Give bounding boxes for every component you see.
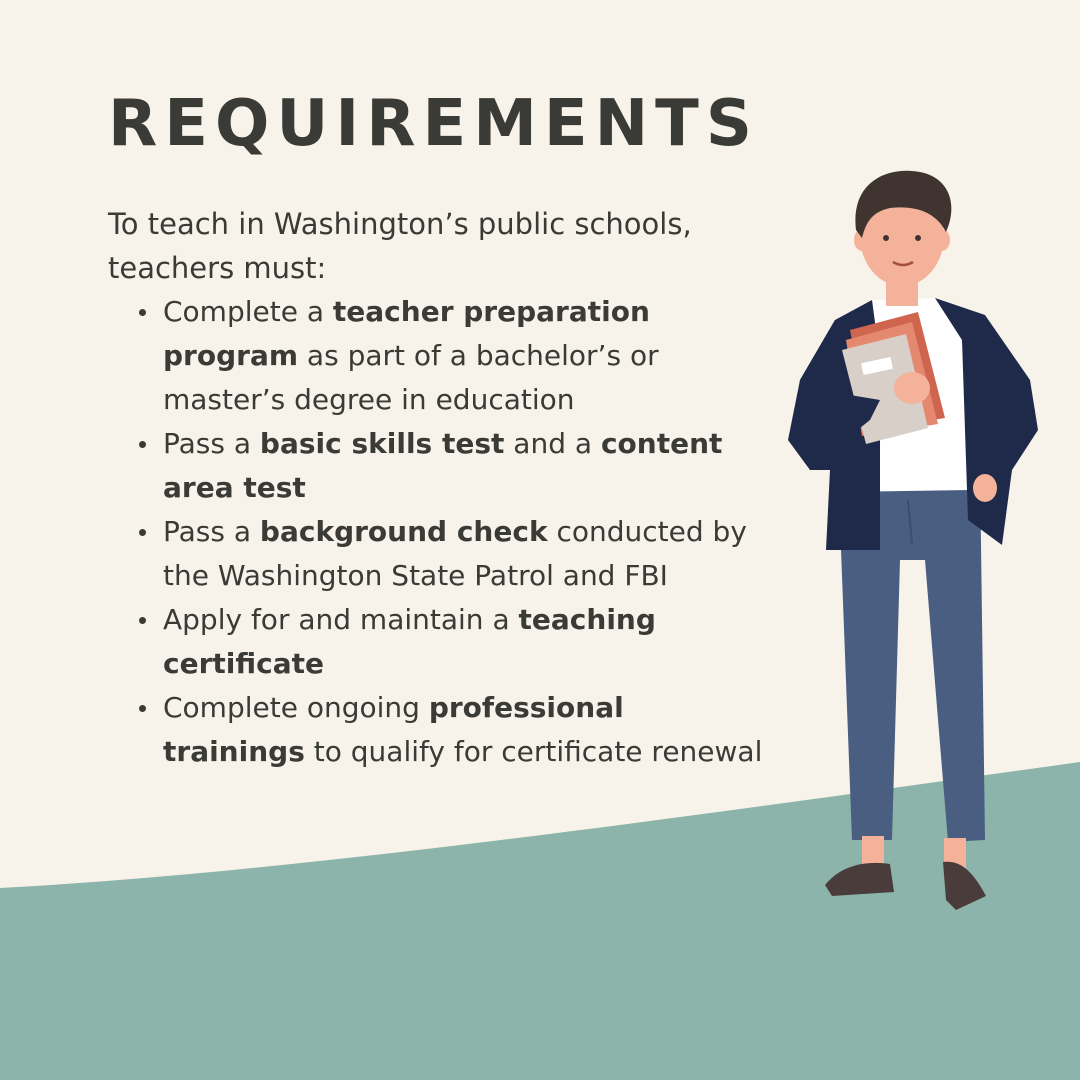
requirement-text: Pass a xyxy=(163,427,260,460)
requirements-list xyxy=(163,290,763,774)
requirement-text: Complete a xyxy=(163,295,333,328)
right-eye xyxy=(915,235,921,241)
requirement-emphasis: teacher preparation program xyxy=(163,295,650,372)
requirement-emphasis: professional trainings xyxy=(163,691,624,768)
left-shoe xyxy=(825,863,894,896)
requirement-item xyxy=(163,686,763,774)
requirement-item xyxy=(163,290,763,422)
requirement-text: Apply for and maintain a xyxy=(163,603,519,636)
requirement-emphasis: background check xyxy=(259,515,548,548)
requirement-item xyxy=(163,422,763,510)
requirement-text: and a xyxy=(504,427,601,460)
left-hand xyxy=(894,372,930,404)
requirement-text: Pass a xyxy=(163,515,260,548)
requirement-text: as part of a bachelor’s or master’s degree in education xyxy=(163,339,659,416)
requirement-emphasis: teaching certificate xyxy=(163,603,656,680)
requirement-text: to qualify for certificate renewal xyxy=(304,735,763,768)
left-ankle xyxy=(862,836,884,866)
page-title: REQUIREMENTS xyxy=(108,87,759,161)
requirement-item xyxy=(163,598,763,686)
requirement-emphasis: basic skills test xyxy=(259,427,505,460)
requirement-emphasis: content area test xyxy=(163,427,723,504)
teacher-illustration xyxy=(780,165,1050,915)
left-eye xyxy=(883,235,889,241)
requirement-text: Complete ongoing xyxy=(163,691,429,724)
right-shoe xyxy=(943,862,986,910)
requirement-item xyxy=(163,510,763,598)
right-ear xyxy=(934,229,950,251)
right-hand xyxy=(973,474,997,502)
intro-text: To teach in Washington’s public schools, teachers must: xyxy=(108,207,692,285)
requirement-text: conducted by the Washington State Patrol and FBI xyxy=(163,515,747,592)
